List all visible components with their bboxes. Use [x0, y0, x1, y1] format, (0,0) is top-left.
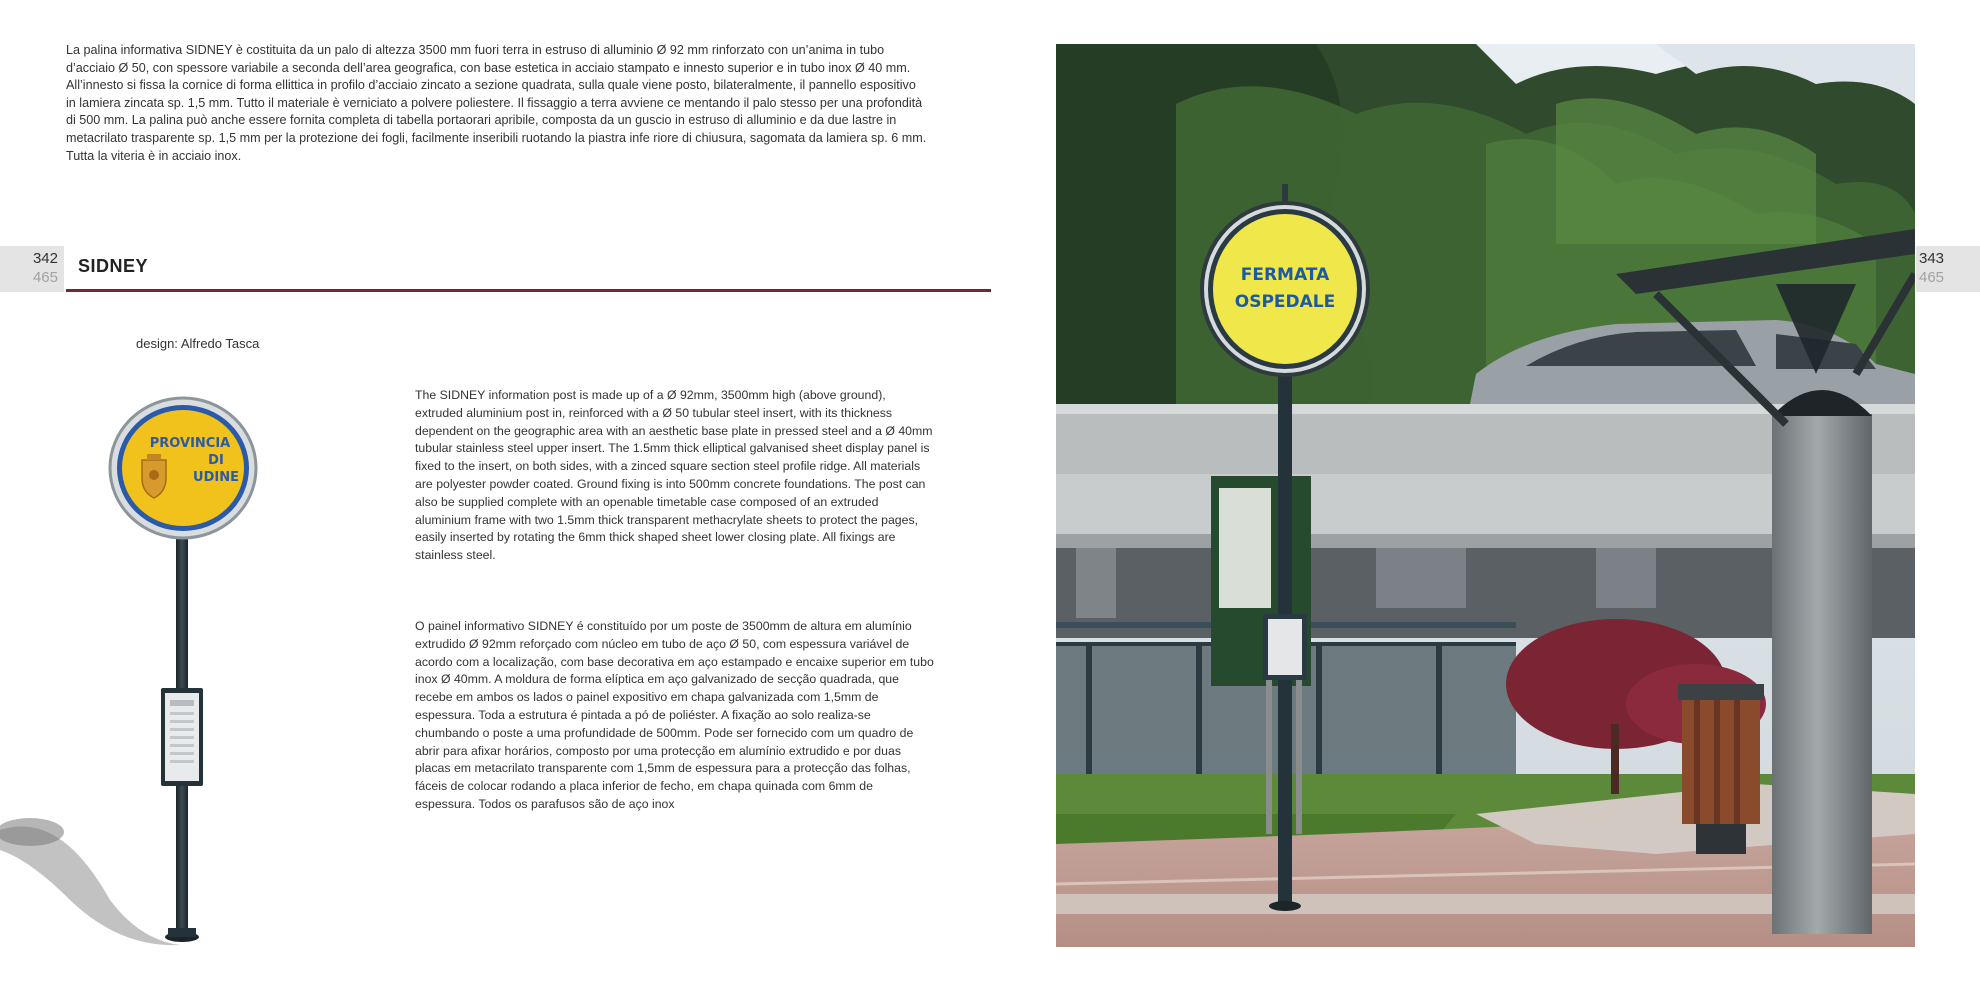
page-total: 465 — [32, 269, 58, 286]
title-rule-divider — [66, 289, 991, 292]
description-portuguese: O painel informativo SIDNEY é constituído por um poste de 3500mm de altura em alumínio extrudido Ø 92mm reforçado com núcleo em tubo de aço Ø 50, com espessura variável de acordo com a localização, com base decorativa em aço estampado e encaixe superior em tubo inox Ø 40mm. A moldura de forma elíptica em aço galvanizado de secção quadrada, que recebe em ambos os lados o painel expositivo em chapa galvanizada com 1,5mm de espessura. Toda a estrutura é pintada a pó de poliéster. A fixação ao solo realiza-se chumbando o poste a uma profundidade de 500mm. Pode ser fornecido com um quadro de abrir para afixar horários, composto por uma protecção em alumínio extrudido e por duas placas em metacrilato transparente com 1,5mm de espessura para a protecção das folhas, fáceis de colocar rodando a placa inferior de fecho, em chapa quinada com 6mm de espessura. Todos os parafusos são de aço inox — [415, 619, 934, 811]
bus-stop-photo — [1056, 44, 1915, 947]
product-sign-line2: DI — [208, 453, 224, 468]
page-number-tab-left — [0, 246, 64, 292]
intro-paragraph-italian: La palina informativa SIDNEY è costituita da un palo di altezza 3500 mm fuori terra in estruso di alluminio Ø 92 mm rinforzato con un’anima in tubo d’acciaio Ø 50, con spessore variabile a seconda dell’area geografica, con base estetica in acciaio stampato e innesto superior e in tubo inox Ø 40 mm. All’innesto si fissa la cornice di forma ellittica in profilo d’acciaio zincato a sezione quadrata, sulla quale viene posto, bilateralmente, il pannello espositivo in lamiera zincata sp. 1,5 mm. Tutto il materiale è verniciato a polvere poliestere. Il fissaggio a terra avviene ce mentando il palo stesso per una profondità di 500 mm. La palina può anche essere fornita completa di tabella portaorari apribile, composta da un guscio in estruso di alluminio e da due lastre in metacrilato trasparente sp. 1,5 mm per la protezione dei fogli, facilmente inseribili ruotando la piastra infe riore di chiusura, sagomata da lamiera sp. 6 mm. Tutta la viteria è in acciaio inox. — [66, 43, 927, 163]
product-sign-line1: PROVINCIA — [149, 436, 231, 451]
page-total: 465 — [1919, 269, 1945, 286]
description-english: The SIDNEY information post is made up of a Ø 92mm, 3500mm high (above ground), extruded aluminium post in, reinforced with a Ø 50 tubular steel insert, with its thickness dependent on the geographic area with an aesthetic base plate in pressed steel and a Ø 40mm tubular stainless steel upper insert. The 1.5mm thick elliptical galvanised sheet display panel is fixed to the insert, on both sides, with a zinced square section steel profile ridge. All materials are polyester powder coated. Ground fixing is into 500mm concrete foundations. The post can also be supplied complete with an openable timetable case composed of an extruded aluminium frame with two 1.5mm thick transparent methacrylate sheets to protect the pages, easily inserted by rotating the 6mm thick shaped sheet lower closing plate. All fixings are stainless steel. — [415, 388, 933, 563]
photo-sign-line2: OSPEDALE — [1234, 292, 1336, 312]
page-number-tab-right — [1916, 246, 1980, 292]
coat-of-arms-icon — [142, 454, 166, 498]
photo-sign-line1: FERMATA — [1240, 265, 1330, 285]
page-number: 342 — [32, 250, 58, 267]
product-image — [0, 380, 300, 955]
design-credit: design: Alfredo Tasca — [136, 336, 260, 351]
page-title: SIDNEY — [78, 256, 149, 276]
product-sign-line3: UDINE — [193, 470, 239, 485]
page-number: 343 — [1919, 250, 1945, 267]
